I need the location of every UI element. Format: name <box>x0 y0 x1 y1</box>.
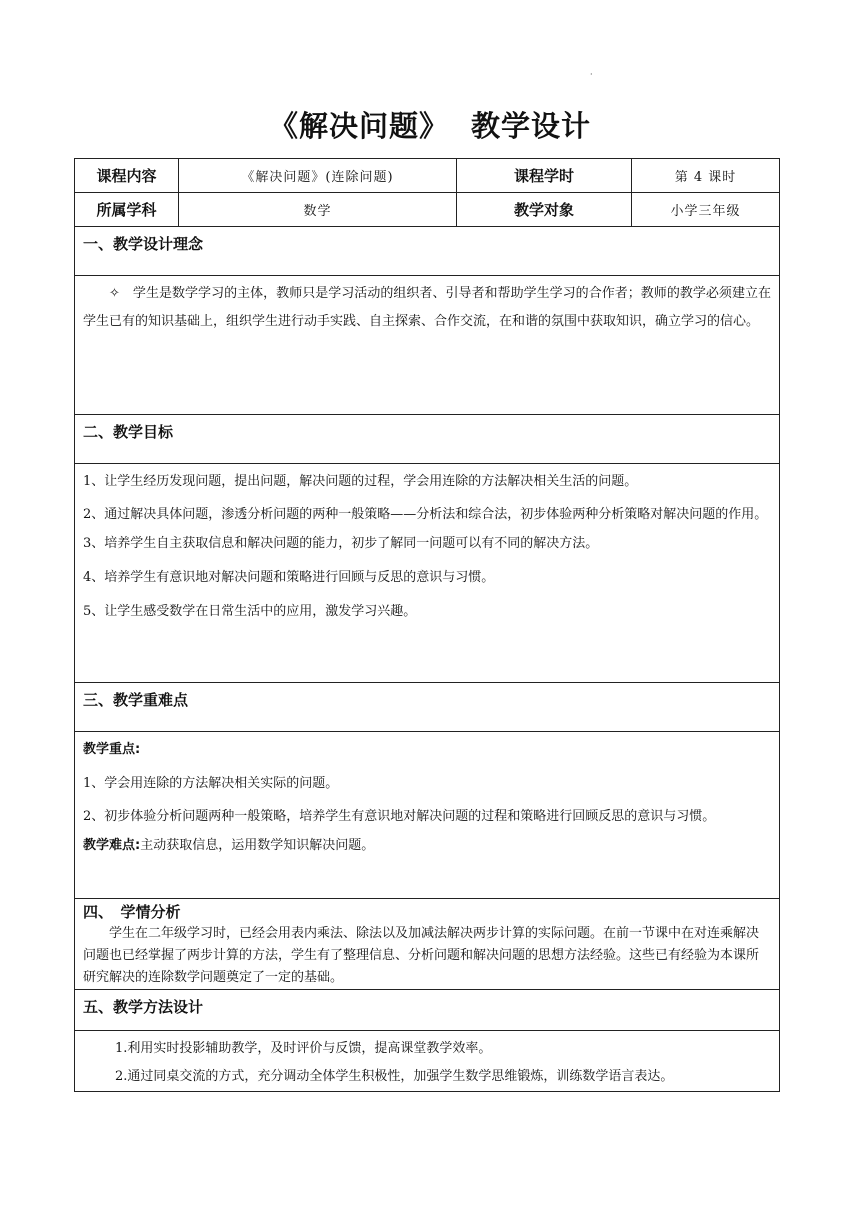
method-item: 1.利用实时投影辅助教学，及时评价与反馈，提高课堂教学效率。 <box>115 1041 492 1056</box>
difficulty-label: 教学难点: <box>83 838 141 853</box>
page-title <box>0 104 860 145</box>
target-label: 教学对象 <box>457 193 632 227</box>
section-3-title: 三、教学重难点 <box>75 683 780 732</box>
goal-item: 4、培养学生有意识地对解决问题和策略进行回顾与反思的意识与习惯。 <box>83 570 495 585</box>
section-2-title: 二、教学目标 <box>75 415 780 464</box>
title-right: 教学设计 <box>471 109 592 143</box>
goal-item: 3、培养学生自主获取信息和解决问题的能力，初步了解同一问题可以有不同的解决方法。 <box>83 536 599 551</box>
section-3-body <box>75 732 780 899</box>
section-4-text: 学生在二年级学习时，已经会用表内乘法、除法以及加减法解决两步计算的实际问题。在前一节课中在对连乘解决问题也已经掌握了两步计算的方法，学生有了整理信息、分析问题和解决问题的思想方法经验。这些已有经验为本课所研究解决的连除数学问题奠定了一定的基础。 <box>83 926 760 985</box>
method-item: 2.通过同桌交流的方式，充分调动全体学生积极性，加强学生数学思维锻炼，训练数学语言表达。 <box>115 1069 674 1084</box>
subject-value: 数学 <box>179 193 457 227</box>
section-1-text: ✧ 学生是数学学习的主体，教师只是学习活动的组织者、引导者和帮助学生学习的合作者；教师的教学必须建立在学生已有的知识基础上，组织学生进行动手实践、自主探索、合作交流，在和谐的氛围中获取知识，确立学习的信心。 <box>83 286 771 329</box>
section-4 <box>75 899 780 990</box>
section-4-title: 四、 学情分析 <box>83 903 181 921</box>
header-mark: · <box>590 70 593 79</box>
key-point-item: 2、初步体验分析问题两种一般策略，培养学生有意识地对解决问题的过程和策略进行回顾反思的意识与习惯。 <box>83 809 716 824</box>
goal-item: 1、让学生经历发现问题，提出问题，解决问题的过程，学会用连除的方法解决相关生活的问题。 <box>83 474 638 489</box>
hours-value: 第 4 课时 <box>632 159 780 193</box>
goal-item: 2、通过解决具体问题，渗透分析问题的两种一般策略——分析法和综合法，初步体验两种分析策略对解决问题的作用。 <box>83 507 768 522</box>
subject-label: 所属学科 <box>75 193 179 227</box>
target-value: 小学三年级 <box>632 193 780 227</box>
section-5-body <box>75 1031 780 1092</box>
key-point-item: 1、学会用连除的方法解决相关实际的问题。 <box>83 776 339 791</box>
section-2-body <box>75 464 780 683</box>
section-1-title: 一、教学设计理念 <box>75 227 780 276</box>
course-value: 《解决问题》(连除问题) <box>179 159 457 193</box>
lesson-plan-table <box>74 158 780 1092</box>
goal-item: 5、让学生感受数学在日常生活中的应用，激发学习兴趣。 <box>83 604 417 619</box>
hours-label: 课程学时 <box>457 159 632 193</box>
difficulty-text: 主动获取信息，运用数学知识解决问题。 <box>140 838 375 853</box>
key-point-label: 教学重点: <box>83 742 141 757</box>
section-1-body <box>75 276 780 415</box>
course-label: 课程内容 <box>75 159 179 193</box>
section-5-title: 五、教学方法设计 <box>75 990 780 1031</box>
title-left: 《解决问题》 <box>268 109 449 143</box>
